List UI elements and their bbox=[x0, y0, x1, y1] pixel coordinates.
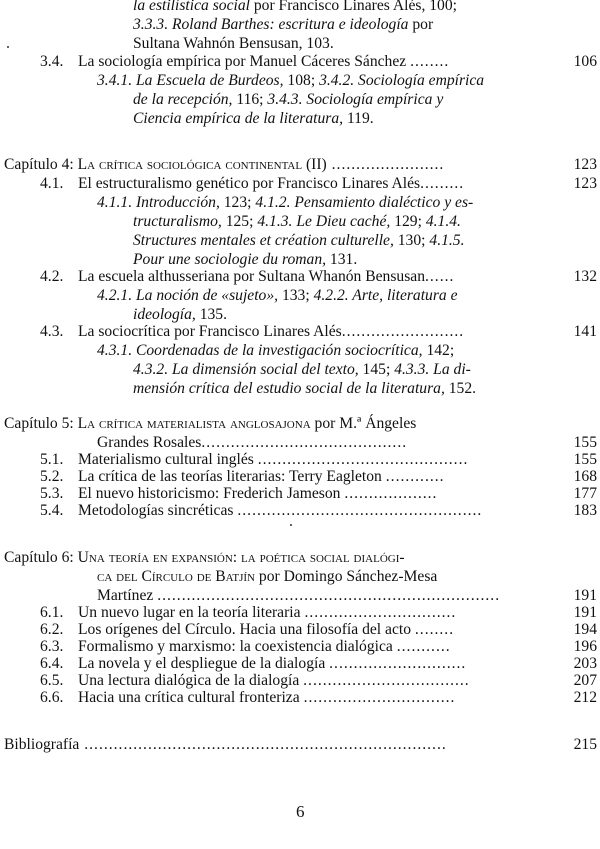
toc-page-number: 141 bbox=[573, 323, 597, 340]
toc-entry[interactable]: 5.2. bbox=[40, 468, 64, 485]
toc-chapter-4[interactable]: Capítulo 4: La crítica sociológica continental (II) ....................... bbox=[4, 156, 445, 173]
toc-entry-title[interactable]: Formalismo y marxismo: la coexistencia dialógica ........... bbox=[78, 638, 451, 655]
scan-speck bbox=[7, 46, 9, 48]
toc-page-number: 207 bbox=[573, 672, 597, 689]
toc-entry-title[interactable]: Metodologías sincréticas .................................................. bbox=[78, 502, 483, 519]
toc-chapter-6-title-cont[interactable]: ca del Círculo de Batjín por Domingo Sánchez-Mesa bbox=[97, 568, 438, 585]
toc-chapter-6-author[interactable]: Martínez ...................................................................... bbox=[97, 587, 501, 604]
toc-page-number: 123 bbox=[573, 156, 597, 173]
toc-entry-title[interactable]: Hacia una crítica cultural fronteriza ............................... bbox=[78, 689, 456, 706]
toc-subentries: 4.2.1. La noción de «sujeto», 133; 4.2.2. Arte, literatura e bbox=[97, 287, 458, 304]
toc-subentries: tructuralismo, 125; 4.1.3. Le Dieu caché, 129; 4.1.4. bbox=[133, 213, 461, 230]
toc-entry[interactable]: 6.2. bbox=[40, 621, 64, 638]
toc-continuation-line: Sultana Wahnón Bensusan, 103. bbox=[133, 35, 334, 52]
toc-page-number: 194 bbox=[573, 621, 597, 638]
toc-page-number: 177 bbox=[573, 485, 597, 502]
toc-entry-4-3-title[interactable]: La sociocrítica por Francisco Linares Alés......................... bbox=[78, 323, 465, 340]
toc-page-number: 196 bbox=[573, 638, 597, 655]
toc-chapter-5[interactable]: Capítulo 5: La crítica materialista anglosajona por M.ª Ángeles bbox=[4, 415, 417, 432]
toc-entry[interactable]: 5.1. bbox=[40, 451, 64, 468]
toc-page-number: 183 bbox=[573, 502, 597, 519]
toc-entry[interactable]: 6.4. bbox=[40, 655, 64, 672]
toc-entry-4-1-title[interactable]: El estructuralismo genético por Francisco Linares Alés......... bbox=[78, 175, 465, 192]
toc-entry[interactable]: 5.4. bbox=[40, 502, 64, 519]
page-folio: 6 bbox=[296, 802, 305, 821]
toc-page-number: 106 bbox=[573, 53, 597, 70]
toc-page-number: 212 bbox=[573, 689, 597, 706]
toc-subentries: 3.4.1. La Escuela de Burdeos, 108; 3.4.2. Sociología empírica bbox=[97, 72, 485, 89]
toc-entry-4-2[interactable]: 4.2. bbox=[40, 268, 64, 285]
toc-entry-title[interactable]: Los orígenes del Círculo. Hacia una filosofía del acto ........ bbox=[78, 621, 455, 638]
toc-subentries: ideología, 135. bbox=[133, 306, 227, 323]
toc-entry[interactable]: 6.5. bbox=[40, 672, 64, 689]
toc-page-number: 191 bbox=[573, 604, 597, 621]
toc-subentries: de la recepción, 116; 3.4.3. Sociología empírica y bbox=[133, 91, 444, 108]
toc-subentries: Pour une sociologie du roman, 131. bbox=[133, 251, 358, 268]
toc-page-number: 168 bbox=[573, 468, 597, 485]
toc-entry-3-4-title[interactable]: La sociología empírica por Manuel Cáceres Sánchez ........ bbox=[78, 53, 450, 70]
toc-entry-title[interactable]: Un nuevo lugar en la teoría literaria ............................... bbox=[78, 604, 457, 621]
toc-page-number: 123 bbox=[573, 175, 597, 192]
toc-page-number: 155 bbox=[573, 451, 597, 468]
toc-entry-title[interactable]: El nuevo historicismo: Frederich Jameson ................... bbox=[78, 485, 438, 502]
toc-entry-title[interactable]: Una lectura dialógica de la dialogía .................................. bbox=[78, 672, 470, 689]
toc-subentries: 4.1.1. Introducción, 123; 4.1.2. Pensamiento dialéctico y es- bbox=[97, 194, 474, 211]
toc-entry[interactable]: 6.3. bbox=[40, 638, 64, 655]
toc-subentries: mensión crítica del estudio social de la literatura, 152. bbox=[133, 380, 477, 397]
toc-subentries: Ciencia empírica de la literatura, 119. bbox=[133, 110, 374, 127]
toc-entry[interactable]: 6.1. bbox=[40, 604, 64, 621]
toc-page-number: 191 bbox=[573, 587, 597, 604]
toc-subentries: 4.3.2. La dimensión social del texto, 145; 4.3.3. La di- bbox=[133, 361, 471, 378]
toc-subentries: Structures mentales et création culturelle, 130; 4.1.5. bbox=[133, 232, 465, 249]
toc-continuation-line: 3.3.3. Roland Barthes: escritura e ideología por bbox=[133, 16, 434, 33]
toc-entry-title[interactable]: La novela y el despliegue de la dialogía ............................ bbox=[78, 655, 467, 672]
toc-entry-4-2-title[interactable]: La escuela althusseriana por Sultana Whanón Bensusan...... bbox=[78, 268, 455, 285]
toc-continuation-line: la estilística social por Francisco Linares Alés, 100; bbox=[133, 0, 457, 14]
toc-page-number: 132 bbox=[573, 268, 597, 285]
toc-entry-4-1[interactable]: 4.1. bbox=[40, 175, 64, 192]
toc-entry[interactable]: 6.6. bbox=[40, 689, 64, 706]
toc-entry-4-3[interactable]: 4.3. bbox=[40, 323, 64, 340]
toc-chapter-6[interactable]: Capítulo 6: Una teoría en expansión: la poética social dialógi- bbox=[4, 549, 405, 566]
toc-page-number: 203 bbox=[573, 655, 597, 672]
toc-subentries: 4.3.1. Coordenadas de la investigación sociocrítica, 142; bbox=[97, 342, 455, 359]
toc-entry-title[interactable]: La crítica de las teorías literarias: Terry Eagleton ............ bbox=[78, 468, 445, 485]
scan-speck bbox=[290, 524, 292, 526]
toc-entry-3-4[interactable]: 3.4. bbox=[40, 53, 64, 70]
toc-bibliography[interactable]: Bibliografía .......................................................................... bbox=[4, 736, 447, 753]
toc-chapter-5-author[interactable]: Grandes Rosales.......................................... bbox=[97, 434, 408, 451]
toc-entry-title[interactable]: Materialismo cultural inglés ........................................... bbox=[78, 451, 469, 468]
toc-entry[interactable]: 5.3. bbox=[40, 485, 64, 502]
toc-page-number: 155 bbox=[573, 434, 597, 451]
toc-page-number: 215 bbox=[573, 736, 597, 753]
